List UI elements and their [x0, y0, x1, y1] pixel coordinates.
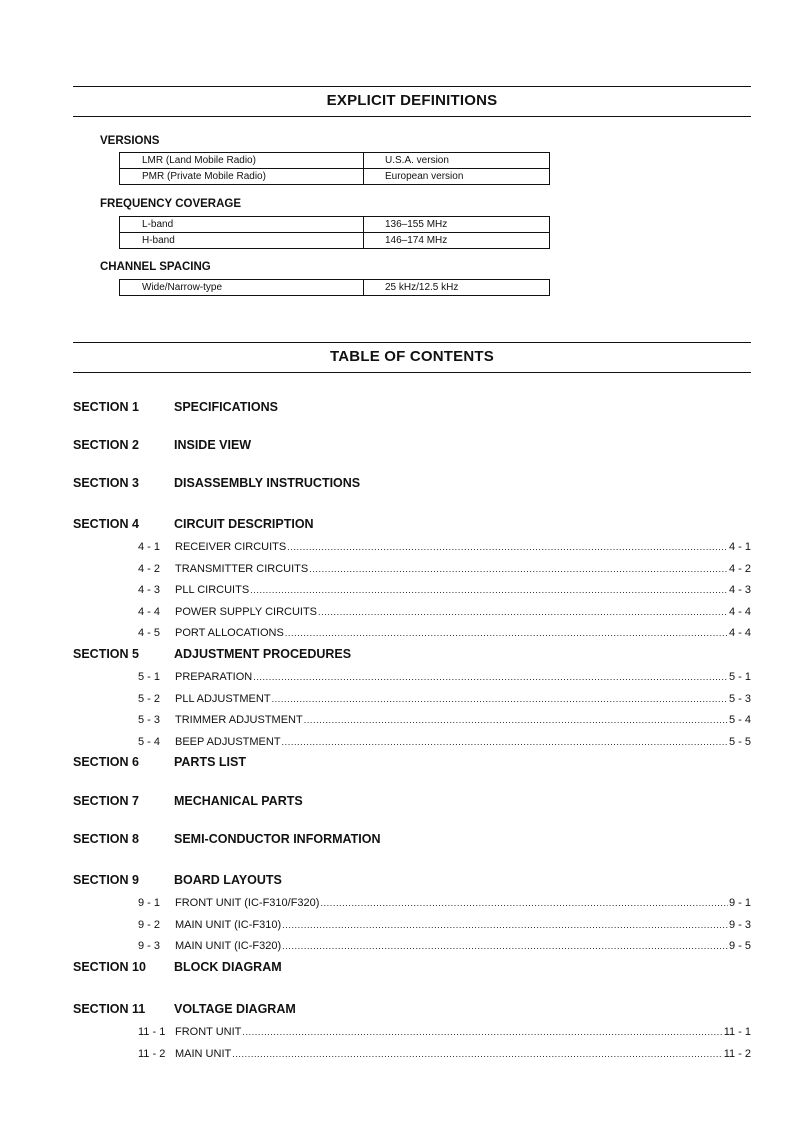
toc-item — [138, 897, 751, 909]
item-number: 4 - 4 — [138, 605, 161, 618]
section-label: SECTION 8 — [73, 832, 139, 846]
table-row — [120, 280, 550, 296]
toc-heading: TABLE OF CONTENTS — [330, 348, 494, 365]
section-label: SECTION 11 — [73, 1002, 146, 1016]
toc-item — [138, 1026, 751, 1038]
term-cell: Wide/Narrow-type — [120, 280, 364, 296]
item-number: 4 - 2 — [138, 562, 161, 575]
dot-leader — [282, 919, 728, 931]
item-page: 9 - 3 — [728, 918, 751, 931]
value-cell: U.S.A. version — [364, 153, 550, 169]
dot-leader — [232, 1048, 722, 1060]
term-cell: LMR (Land Mobile Radio) — [120, 153, 364, 169]
section-label: SECTION 1 — [73, 400, 139, 414]
toc-section — [73, 794, 303, 808]
item-page: 4 - 4 — [728, 605, 751, 618]
section-label: SECTION 2 — [73, 438, 139, 452]
item-number: 4 - 1 — [138, 541, 161, 553]
value-cell: 146–174 MHz — [364, 233, 550, 249]
item-number: 5 - 2 — [138, 692, 161, 705]
toc-item — [138, 627, 751, 639]
dot-leader — [287, 541, 728, 553]
dot-leader — [250, 584, 728, 596]
section-label: SECTION 7 — [73, 794, 139, 808]
item-title: POWER SUPPLY CIRCUITS — [175, 605, 318, 618]
dot-leader — [320, 897, 728, 909]
value-cell: European version — [364, 169, 550, 185]
item-title: BEEP ADJUSTMENT — [175, 735, 281, 748]
value-cell: 25 kHz/12.5 kHz — [364, 280, 550, 296]
dot-leader — [253, 671, 728, 683]
dot-leader — [318, 606, 728, 618]
top-rule — [73, 86, 751, 87]
item-number: 5 - 3 — [138, 714, 161, 726]
item-title: FRONT UNIT — [175, 1026, 242, 1038]
toc-section — [73, 438, 251, 452]
toc-heading-rule — [73, 372, 751, 373]
item-number: 5 - 4 — [138, 735, 161, 748]
value-cell: 136–155 MHz — [364, 217, 550, 233]
section-label: SECTION 9 — [73, 873, 139, 887]
section-title: DISASSEMBLY INSTRUCTIONS — [174, 476, 361, 490]
section-title: VOLTAGE DIAGRAM — [174, 1002, 296, 1016]
frequency-label: FREQUENCY COVERAGE — [100, 198, 242, 210]
item-title: PLL ADJUSTMENT — [175, 692, 271, 705]
section-title: SPECIFICATIONS — [174, 400, 278, 414]
item-number: 9 - 1 — [138, 897, 161, 909]
toc-section — [73, 400, 278, 414]
section-title: PARTS LIST — [174, 755, 246, 769]
item-page: 5 - 1 — [728, 671, 751, 683]
table-row — [120, 153, 550, 169]
dot-leader — [282, 940, 728, 952]
toc-section — [73, 1002, 296, 1016]
item-page: 5 - 5 — [728, 735, 751, 748]
section-title: BLOCK DIAGRAM — [174, 960, 282, 974]
toc-item — [138, 736, 751, 748]
dot-leader — [285, 627, 728, 639]
dot-leader — [282, 736, 728, 748]
section-title: INSIDE VIEW — [174, 438, 252, 452]
item-page: 4 - 2 — [728, 562, 751, 575]
section-label: SECTION 5 — [73, 647, 139, 661]
toc-item — [138, 541, 751, 553]
item-title: PORT ALLOCATIONS — [175, 627, 284, 639]
channel-label: CHANNEL SPACING — [100, 261, 211, 273]
definitions-heading-rule — [73, 116, 751, 117]
item-page: 11 - 1 — [723, 1026, 751, 1038]
item-number: 4 - 3 — [138, 584, 161, 596]
section-label: SECTION 4 — [73, 517, 139, 531]
toc-item — [138, 714, 751, 726]
table-row — [120, 169, 550, 185]
toc-top-rule — [73, 342, 751, 343]
term-cell: H-band — [120, 233, 364, 249]
toc-section — [73, 873, 282, 887]
toc-section — [73, 960, 282, 974]
item-title: MAIN UNIT (IC-F320) — [175, 940, 282, 952]
item-number: 9 - 2 — [138, 918, 161, 931]
section-title: BOARD LAYOUTS — [174, 873, 282, 887]
dot-leader — [304, 714, 728, 726]
section-title: ADJUSTMENT PROCEDURES — [174, 647, 352, 661]
toc-item — [138, 606, 751, 618]
toc-item — [138, 693, 751, 705]
section-label: SECTION 10 — [73, 960, 146, 974]
section-title: CIRCUIT DESCRIPTION — [174, 517, 314, 531]
versions-label: VERSIONS — [100, 135, 160, 147]
item-title: TRANSMITTER CIRCUITS — [175, 562, 309, 575]
item-number: 9 - 3 — [138, 940, 161, 952]
item-page: 9 - 1 — [728, 897, 751, 909]
item-number: 11 - 2 — [138, 1047, 166, 1060]
section-label: SECTION 3 — [73, 476, 139, 490]
item-title: MAIN UNIT — [175, 1047, 232, 1060]
item-page: 4 - 3 — [728, 584, 751, 596]
toc-section — [73, 476, 360, 490]
item-title: TRIMMER ADJUSTMENT — [175, 714, 303, 726]
term-cell: PMR (Private Mobile Radio) — [120, 169, 364, 185]
term-cell: L-band — [120, 217, 364, 233]
section-title: SEMI-CONDUCTOR INFORMATION — [174, 832, 381, 846]
toc-section — [73, 647, 351, 661]
dot-leader — [309, 563, 728, 575]
toc-item — [138, 919, 751, 931]
item-page: 5 - 3 — [728, 692, 751, 705]
item-number: 11 - 1 — [138, 1026, 166, 1038]
dot-leader — [242, 1026, 722, 1038]
table-row — [120, 233, 550, 249]
toc-section — [73, 517, 314, 531]
toc-section — [73, 832, 380, 846]
table-row — [120, 217, 550, 233]
toc-item — [138, 563, 751, 575]
item-title: FRONT UNIT (IC-F310/F320) — [175, 897, 320, 909]
item-page: 4 - 4 — [728, 627, 751, 639]
item-page: 11 - 2 — [723, 1047, 751, 1060]
item-title: MAIN UNIT (IC-F310) — [175, 918, 282, 931]
toc-item — [138, 940, 751, 952]
item-page: 5 - 4 — [728, 714, 751, 726]
toc-item — [138, 584, 751, 596]
dot-leader — [272, 693, 728, 705]
channel-table — [119, 279, 550, 296]
item-page: 4 - 1 — [728, 541, 751, 553]
item-number: 4 - 5 — [138, 627, 161, 639]
toc-section — [73, 755, 246, 769]
definitions-heading: EXPLICIT DEFINITIONS — [326, 92, 498, 109]
section-title: MECHANICAL PARTS — [174, 794, 303, 808]
item-title: PLL CIRCUITS — [175, 584, 250, 596]
item-title: PREPARATION — [175, 671, 253, 683]
item-title: RECEIVER CIRCUITS — [175, 541, 287, 553]
item-number: 5 - 1 — [138, 671, 161, 683]
versions-table — [119, 152, 550, 185]
toc-item — [138, 1048, 751, 1060]
item-page: 9 - 5 — [728, 940, 751, 952]
toc-item — [138, 671, 751, 683]
section-label: SECTION 6 — [73, 755, 139, 769]
frequency-table — [119, 216, 550, 249]
